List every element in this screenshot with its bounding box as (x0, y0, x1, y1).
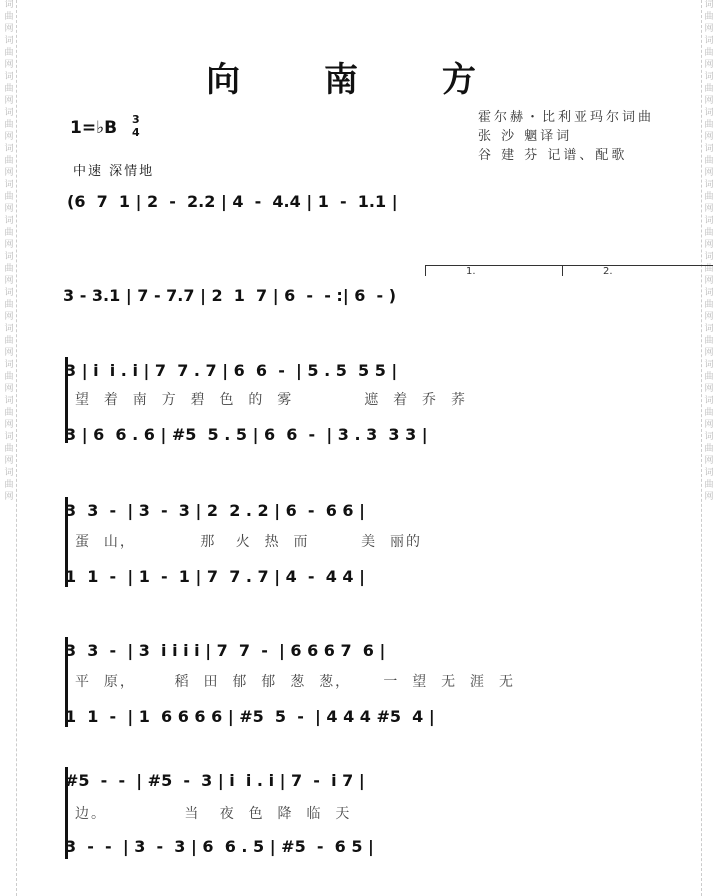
score-system-3 (55, 635, 675, 730)
lyric-line: 望 着 南 方 碧 色 的 雾 遮 着 乔 荞 (75, 392, 467, 408)
notation-line: (6 7 1 | 2 - 2.2 | 4 - 4.4 | 1 - 1.1 | (67, 192, 398, 211)
score-system-1 (55, 355, 675, 445)
ending-1: 1. (425, 265, 601, 276)
credit-line: 谷 建 芬 记谱、配歌 (478, 148, 628, 163)
notation-line: 3 - 3.1 | 7 - 7.7 | 2 1 7 | 6 - - :| 6 - ) (63, 286, 397, 305)
lower-voice: 3 - - | 3 - 3 | 6 6 . 5 | #5 - 6 5 | (65, 837, 374, 856)
ending-2: 2. (562, 265, 713, 276)
lower-voice: 3 | 6 6 . 6 | #5 5 . 5 | 6 6 - | 3 . 3 3 3 | (65, 425, 428, 444)
upper-voice: #5 - - | #5 - 3 | i i . i | 7 - i 7 | (65, 771, 365, 790)
time-signature: 3 4 (132, 113, 140, 139)
lower-voice: 1 1 - | 1 6 6 6 6 | #5 5 - | 4 4 4 #5 4 | (65, 707, 435, 726)
lower-voice: 1 1 - | 1 - 1 | 7 7 . 7 | 4 - 4 4 | (65, 567, 365, 586)
upper-voice: 3 3 - | 3 - 3 | 2 2 . 2 | 6 - 6 6 | (65, 501, 365, 520)
credit-line: 霍尔赫・比利亚玛尔词曲 (478, 110, 655, 125)
score-system-4 (55, 765, 675, 860)
tempo-marking: 中速 深情地 (73, 164, 155, 179)
lyric-line: 平 原， 稻 田 郁 郁 葱 葱， 一 望 无 涯 无 (75, 674, 515, 690)
watermark-left: 词 曲 网 词 曲 网 词 曲 网 词 曲 网 词 曲 网 词 曲 网 词 曲 网 词 曲 网 词 曲 网 词 曲 网 词 曲 网 词 曲 网 词 曲 网 词 曲 网 (2, 0, 17, 896)
key-signature: 1=♭B (70, 118, 118, 138)
upper-voice: 3 | i i . i | 7 7 . 7 | 6 6 - | 5 . 5 5 5 | (65, 361, 398, 380)
credit-line: 张 沙 魍译词 (478, 129, 573, 144)
credits (478, 108, 654, 165)
score-system-2 (55, 495, 675, 590)
upper-voice: 3 3 - | 3 i i i i | 7 7 - | 6 6 6 7 6 | (65, 641, 386, 660)
song-title: 向 南 方 (206, 60, 512, 100)
lyric-line: 边。 当 夜 色 降 临 天 (75, 806, 352, 822)
lyric-line: 蛋 山， 那 火 热 而 美 丽的 (75, 534, 423, 550)
watermark-right: 词 曲 网 词 曲 网 词 曲 网 词 曲 网 词 曲 网 词 曲 网 词 曲 网 词 曲 网 词 曲 网 词 曲 网 词 曲 网 词 曲 网 词 曲 网 词 曲 网 (701, 0, 716, 896)
